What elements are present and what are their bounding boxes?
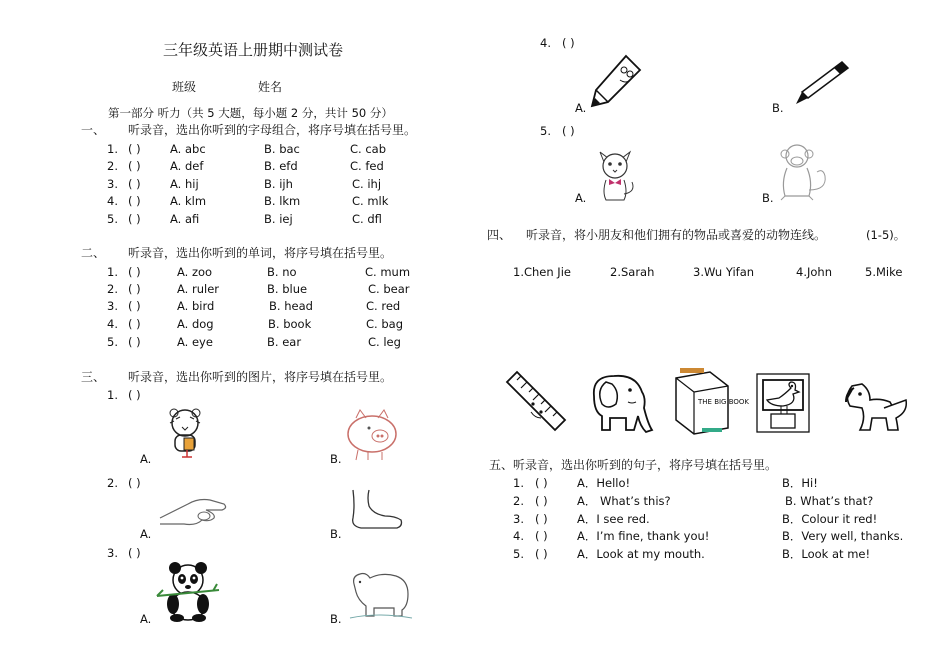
option-b: B. lkm <box>264 194 301 208</box>
answer-blank[interactable]: ( ) <box>128 212 141 226</box>
answer-blank[interactable]: ( ) <box>535 494 548 508</box>
item-number: 2. <box>107 476 118 490</box>
sec4-instruction: 听录音，将小朋友和他们拥有的物品或喜爱的动物连线。 <box>526 228 827 242</box>
item-number: 1. <box>107 388 118 402</box>
answer-blank[interactable]: ( ) <box>562 36 575 50</box>
book-icon <box>670 366 749 436</box>
option-b: B. ijh <box>264 177 293 191</box>
option-a: A. afi <box>170 212 200 226</box>
pig-icon <box>342 406 402 462</box>
item-number: 1. <box>107 142 118 156</box>
answer-blank[interactable]: ( ) <box>128 317 141 331</box>
answer-blank[interactable]: ( ) <box>128 194 141 208</box>
option-b: B．Look at me! <box>782 547 871 561</box>
item-number: 3. <box>107 546 118 560</box>
option-c: C. red <box>366 299 401 313</box>
option-b: B. <box>762 191 774 205</box>
sec2-instruction: 听录音，选出你听到的单词，将序号填在括号里。 <box>128 246 393 260</box>
answer-blank[interactable]: ( ) <box>535 476 548 490</box>
option-b: B．Very well, thanks. <box>782 529 904 543</box>
sec4-range: (1-5)。 <box>866 228 906 242</box>
answer-blank[interactable]: ( ) <box>128 265 141 279</box>
item-number: 4. <box>513 529 524 543</box>
option-b: B. no <box>267 265 297 279</box>
polar-bear-icon <box>348 566 414 620</box>
name-label: 姓名 <box>258 80 283 94</box>
cat-icon <box>592 146 638 202</box>
answer-blank[interactable]: ( ) <box>128 282 141 296</box>
class-label: 班级 <box>172 80 197 94</box>
item-number: 4. <box>107 317 118 331</box>
answer-blank[interactable]: ( ) <box>562 124 575 138</box>
option-a: A. dog <box>177 317 214 331</box>
answer-blank[interactable]: ( ) <box>128 177 141 191</box>
pen-icon <box>792 58 852 106</box>
sec3-number: 三、 <box>81 370 106 384</box>
child-name: 2.Sarah <box>610 265 655 279</box>
monkey-icon <box>773 140 833 202</box>
ruler-icon <box>503 368 569 434</box>
child-name: 1.Chen Jie <box>513 265 571 279</box>
elephant-icon <box>586 368 656 438</box>
answer-blank[interactable]: ( ) <box>128 388 141 402</box>
item-number: 3. <box>107 177 118 191</box>
option-c: C. bag <box>366 317 403 331</box>
item-number: 1. <box>107 265 118 279</box>
hand-icon <box>158 490 230 530</box>
item-number: 4. <box>107 194 118 208</box>
sec4-number: 四、 <box>487 228 512 242</box>
option-b: B. book <box>268 317 312 331</box>
option-b: B. <box>330 452 342 466</box>
answer-blank[interactable]: ( ) <box>128 546 141 560</box>
answer-blank[interactable]: ( ) <box>128 299 141 313</box>
option-a: A. <box>140 612 152 626</box>
option-b: B．Hi! <box>782 476 818 490</box>
option-a: A. eye <box>177 335 213 349</box>
option-b: B. <box>330 612 342 626</box>
option-b: B. bac <box>264 142 300 156</box>
option-a: A. bird <box>177 299 215 313</box>
option-c: C. bear <box>368 282 410 296</box>
option-b: B. <box>772 101 784 115</box>
option-b: B. efd <box>264 159 298 173</box>
sec2-number: 二、 <box>81 246 106 260</box>
option-a: A． What’s this? <box>577 494 671 508</box>
option-c: C. mum <box>365 265 411 279</box>
option-c: C. leg <box>368 335 401 349</box>
answer-blank[interactable]: ( ) <box>535 512 548 526</box>
option-a: A．I’m fine, thank you! <box>577 529 710 543</box>
page-title: 三年级英语上册期中测试卷 <box>163 41 344 59</box>
option-a: A. <box>140 527 152 541</box>
item-number: 2. <box>107 282 118 296</box>
option-a: A．I see red. <box>577 512 650 526</box>
tiger-icon <box>160 405 210 465</box>
item-number: 5. <box>107 212 118 226</box>
option-c: C. fed <box>350 159 384 173</box>
item-number: 5. <box>513 547 524 561</box>
option-b: B. iej <box>264 212 293 226</box>
option-a: A. ruler <box>177 282 219 296</box>
answer-blank[interactable]: ( ) <box>128 159 141 173</box>
answer-blank[interactable]: ( ) <box>128 142 141 156</box>
book-title-text: THE BIG BOOK <box>698 398 749 406</box>
option-a: A. zoo <box>177 265 213 279</box>
option-c: C. cab <box>350 142 387 156</box>
option-c: C. ihj <box>352 177 382 191</box>
option-b: B. <box>330 527 342 541</box>
item-number: 2. <box>513 494 524 508</box>
option-a: A. <box>575 191 587 205</box>
bird-icon <box>753 364 813 434</box>
option-b: B．Colour it red! <box>782 512 878 526</box>
sec3-instruction: 听录音，选出你听到的图片，将序号填在括号里。 <box>128 370 393 384</box>
answer-blank[interactable]: ( ) <box>535 547 548 561</box>
option-c: C. mlk <box>352 194 389 208</box>
option-a: A. hij <box>170 177 199 191</box>
item-number: 1. <box>513 476 524 490</box>
option-c: C. dfl <box>352 212 382 226</box>
option-b: B. What’s that? <box>785 494 874 508</box>
child-name: 4.John <box>796 265 832 279</box>
option-a: A. def <box>170 159 204 173</box>
sec1-instruction: 听录音，选出你听到的字母组合，将序号填在括号里。 <box>128 123 417 137</box>
option-a: A. <box>140 452 152 466</box>
child-name: 3.Wu Yifan <box>693 265 755 279</box>
option-a: A. <box>575 101 587 115</box>
option-b: B. blue <box>267 282 308 296</box>
part1-heading: 第一部分 听力（共 5 大题，每小题 2 分，共计 50 分） <box>108 106 393 120</box>
answer-blank[interactable]: ( ) <box>128 476 141 490</box>
sec5-heading: 五、听录音，选出你听到的句子，将序号填在括号里。 <box>489 458 778 472</box>
option-b: B. head <box>269 299 313 313</box>
sec1-number: 一、 <box>81 123 106 137</box>
item-number: 5. <box>107 335 118 349</box>
dog-icon <box>840 372 910 434</box>
option-b: B. ear <box>267 335 302 349</box>
answer-blank[interactable]: ( ) <box>535 529 548 543</box>
option-a: A. klm <box>170 194 207 208</box>
child-name: 5.Mike <box>865 265 903 279</box>
panda-icon <box>155 560 221 622</box>
item-number: 4. <box>540 36 551 50</box>
option-a: A．Hello! <box>577 476 631 490</box>
answer-blank[interactable]: ( ) <box>128 335 141 349</box>
option-a: A. abc <box>170 142 206 156</box>
item-number: 2. <box>107 159 118 173</box>
item-number: 3. <box>513 512 524 526</box>
item-number: 5. <box>540 124 551 138</box>
pencil-icon <box>588 52 644 108</box>
option-a: A．Look at my mouth. <box>577 547 705 561</box>
foot-icon <box>345 488 405 532</box>
item-number: 3. <box>107 299 118 313</box>
